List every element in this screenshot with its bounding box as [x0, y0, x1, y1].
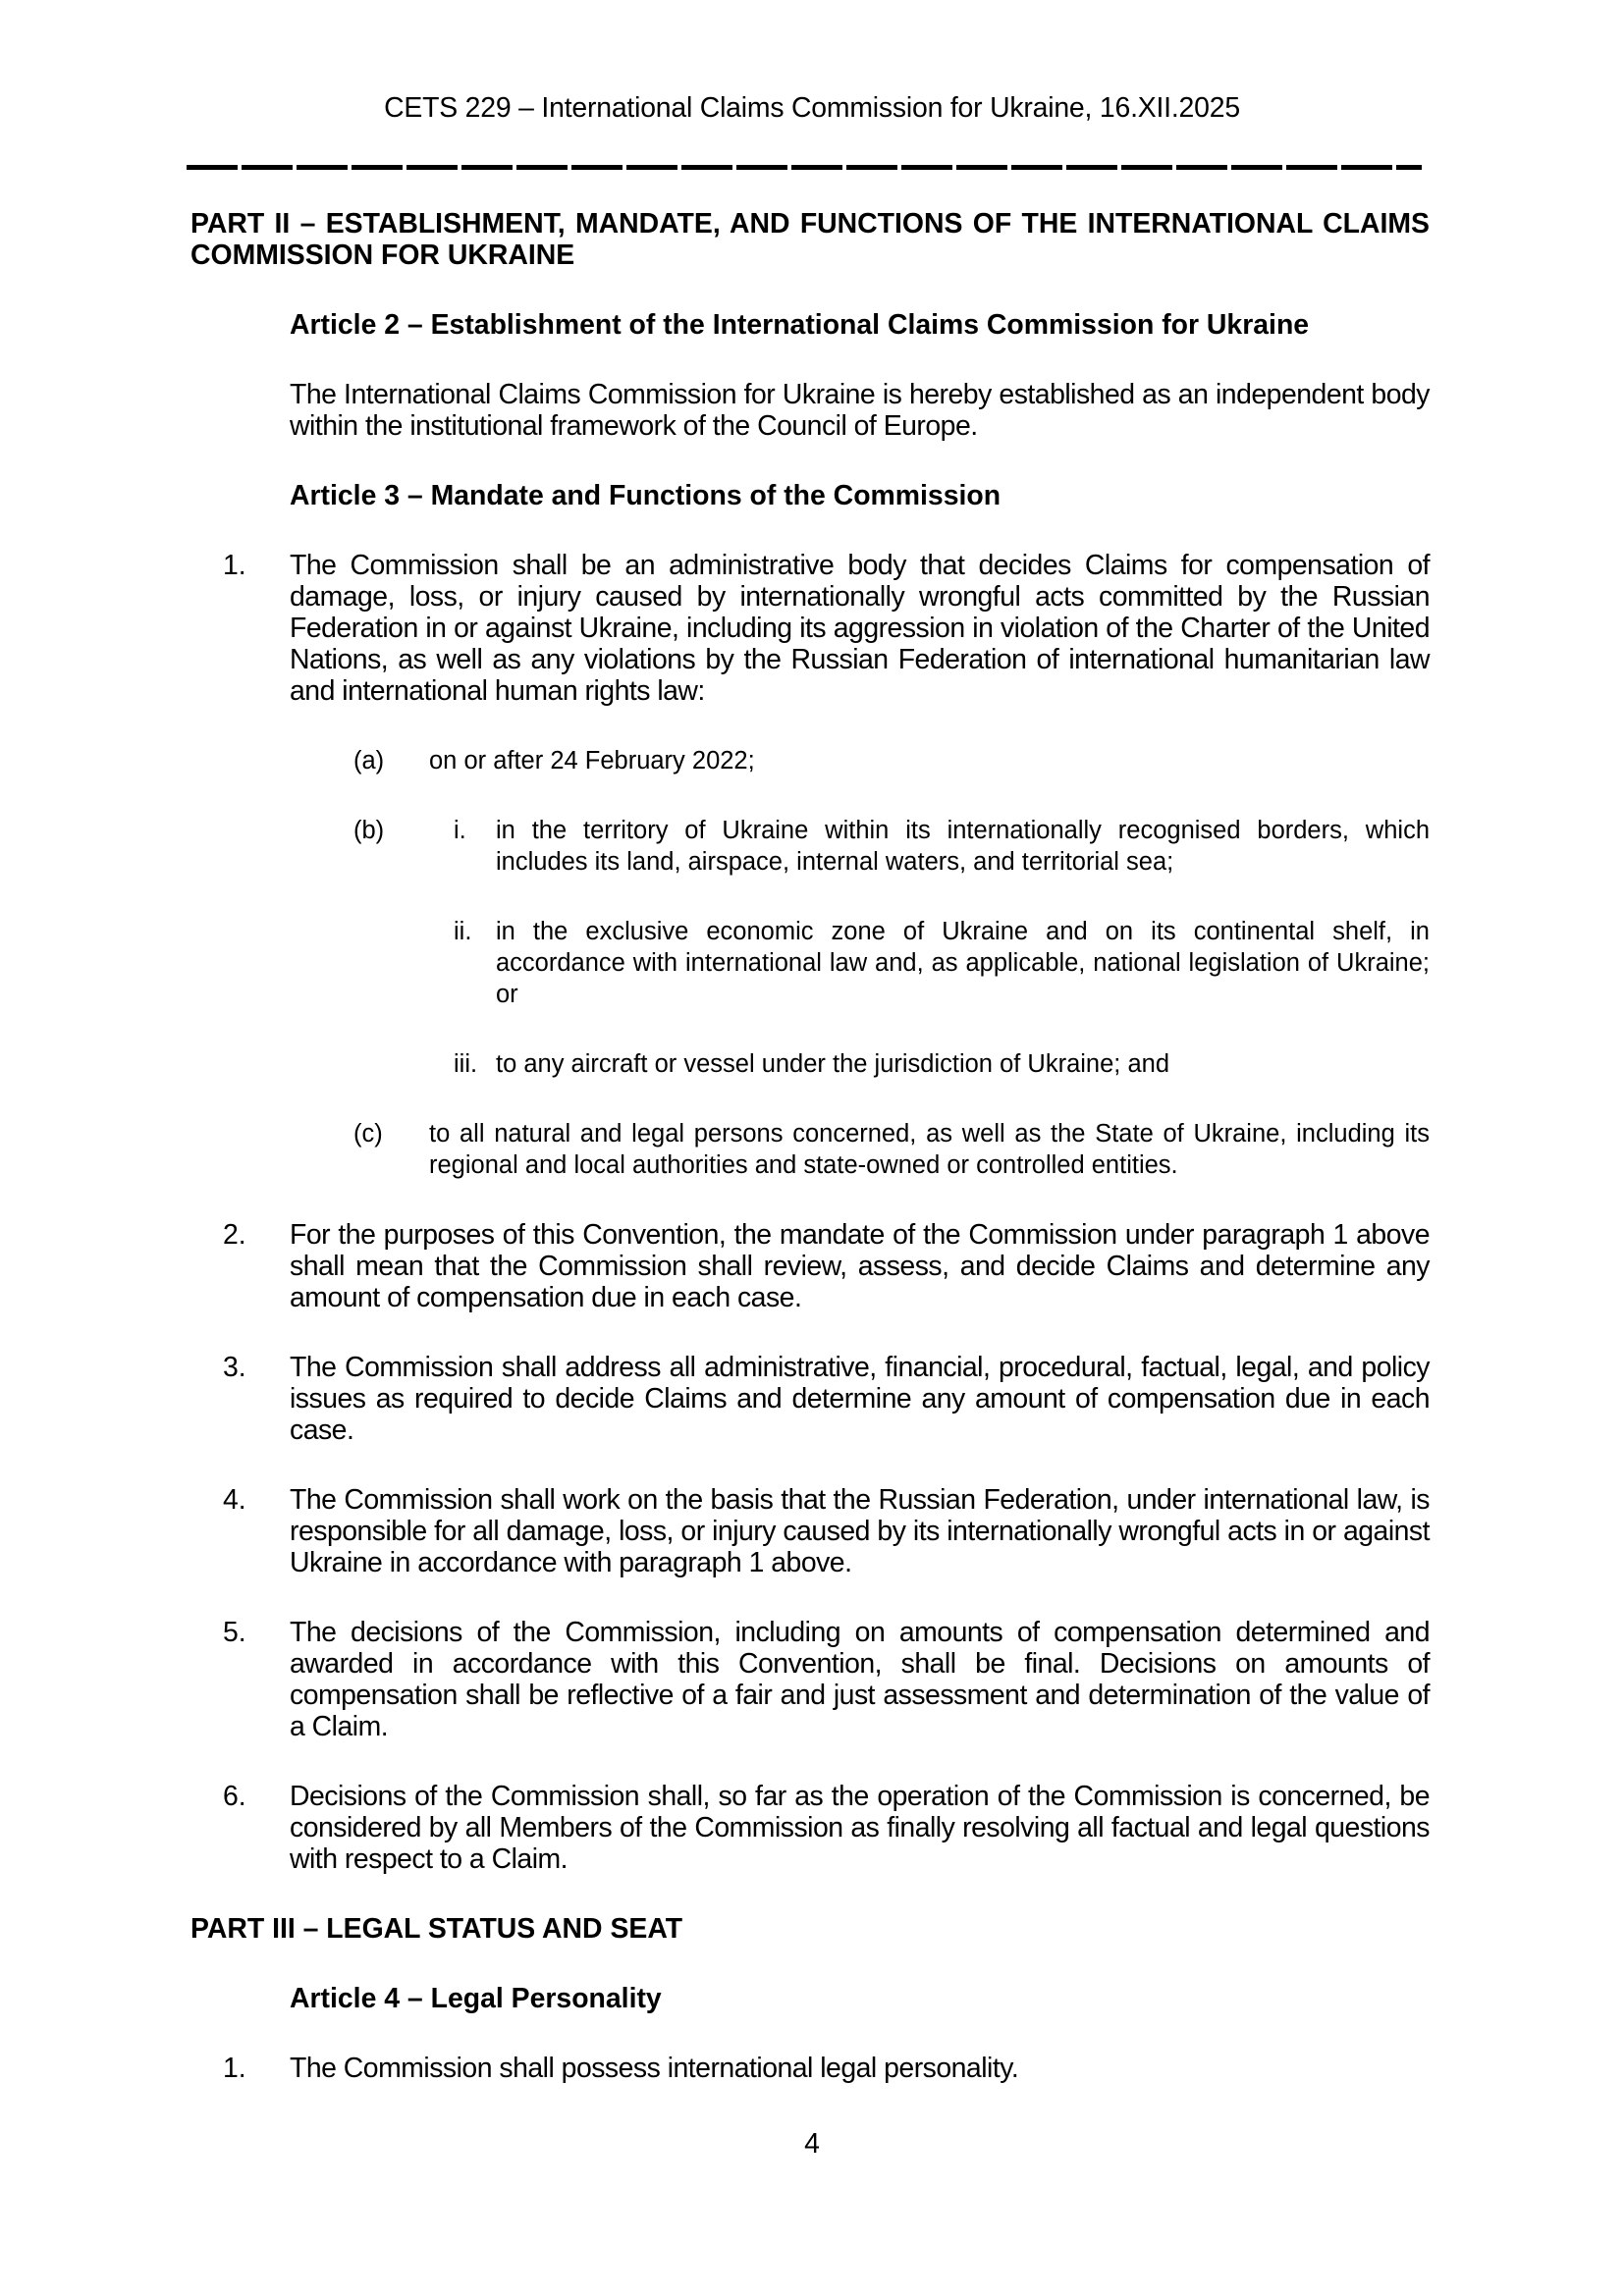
block-text: in the exclusive economic zone of Ukraine and on its continental shelf, in accordance with international law and, as applicable, national legislation of Ukraine; or [496, 918, 1430, 1008]
paragraph [0, 379, 1624, 442]
numbered-paragraph [0, 2053, 1624, 2084]
block-text: The Commission shall be an administrative body that decides Claims for compensation of damage, loss, or injury caused by internationally wrongful acts committed by the Russian Federation in or against Ukraine, including its aggression in violation of the Charter of the United Nations, as well as any violations by the Russian Federation of international humanitarian law and international human rights law: [290, 550, 1430, 707]
block-text: The Commission shall possess international legal personality. [290, 2053, 1019, 2084]
page-number: 4 [804, 2128, 820, 2160]
lettered-roman-sub-item [0, 815, 1624, 878]
roman-sub-item [0, 916, 1624, 1010]
list-marker-letter: (b) [353, 817, 385, 844]
list-marker-number: 2. [223, 1219, 246, 1251]
lettered-sub-item [0, 745, 1624, 776]
article-heading [0, 1983, 1624, 2014]
block-text: For the purposes of this Convention, the mandate of the Commission under paragraph 1 above shall mean that the Commission shall review, assess, and decide Claims and determine any amount of compensation due in each case. [290, 1219, 1430, 1313]
list-marker-roman: ii. [454, 918, 472, 945]
block-text: Decisions of the Commission shall, so far as the operation of the Commission is concerned, be considered by all Members of the Commission as finally resolving all factual and legal questions with respect to a Claim. [290, 1781, 1430, 1875]
numbered-paragraph [0, 1617, 1624, 1742]
list-marker-number: 6. [223, 1781, 246, 1812]
block-text: The Commission shall work on the basis that the Russian Federation, under international law, is responsible for all damage, loss, or injury caused by its internationally wrongful acts in or against Ukraine in accordance with paragraph 1 above. [290, 1484, 1430, 1578]
list-marker-number: 5. [223, 1617, 246, 1648]
list-marker-letter: (c) [353, 1120, 383, 1148]
lettered-sub-item [0, 1118, 1624, 1181]
list-marker-number: 4. [223, 1484, 246, 1516]
list-marker-letter: (a) [353, 747, 385, 774]
block-text: The decisions of the Commission, including on amounts of compensation determined and awarded in accordance with this Convention, shall be final. Decisions on amounts of compensation shall be reflective of a fair and just assessment and determination of the value of a Claim. [290, 1617, 1430, 1742]
block-text: The Commission shall address all administrative, financial, procedural, factual, legal, and policy issues as required to decide Claims and determine any amount of compensation due in each case. [290, 1352, 1430, 1446]
list-marker-number: 3. [223, 1352, 246, 1383]
block-text: in the territory of Ukraine within its internationally recognised borders, which includes its land, airspace, internal waters, and territorial sea; [496, 817, 1430, 876]
numbered-paragraph [0, 1484, 1624, 1578]
block-text: The International Claims Commission for Ukraine is hereby established as an independent body within the institutional framework of the Council of Europe. [290, 379, 1430, 442]
header-separator-line [187, 165, 1422, 170]
numbered-paragraph [0, 550, 1624, 707]
list-marker-roman: i. [454, 817, 466, 844]
numbered-paragraph [0, 1219, 1624, 1313]
block-text: PART II – ESTABLISHMENT, MANDATE, AND FUNCTIONS OF THE INTERNATIONAL CLAIMS COMMISSION FOR UKRAINE [190, 208, 1430, 271]
block-text: Article 2 – Establishment of the International Claims Commission for Ukraine [290, 309, 1310, 341]
numbered-paragraph [0, 1352, 1624, 1446]
part-heading [0, 208, 1624, 271]
block-text: to any aircraft or vessel under the jurisdiction of Ukraine; and [496, 1050, 1170, 1078]
page-header: CETS 229 – International Claims Commission for Ukraine, 16.XII.2025 [384, 92, 1240, 124]
document-body [0, 208, 1624, 2084]
block-text: Article 4 – Legal Personality [290, 1983, 662, 2014]
numbered-paragraph [0, 1781, 1624, 1875]
list-marker-roman: iii. [454, 1050, 478, 1078]
list-marker-number: 1. [223, 550, 246, 581]
list-marker-number: 1. [223, 2053, 246, 2084]
article-heading [0, 309, 1624, 341]
block-text: on or after 24 February 2022; [429, 747, 755, 774]
block-text: Article 3 – Mandate and Functions of the Commission [290, 480, 1001, 511]
block-text: PART III – LEGAL STATUS AND SEAT [190, 1913, 683, 1945]
article-heading [0, 480, 1624, 511]
roman-sub-item [0, 1048, 1624, 1080]
block-text: to all natural and legal persons concerned, as well as the State of Ukraine, including its regional and local authorities and state-owned or controlled entities. [429, 1120, 1430, 1179]
part-heading [0, 1913, 1624, 1945]
